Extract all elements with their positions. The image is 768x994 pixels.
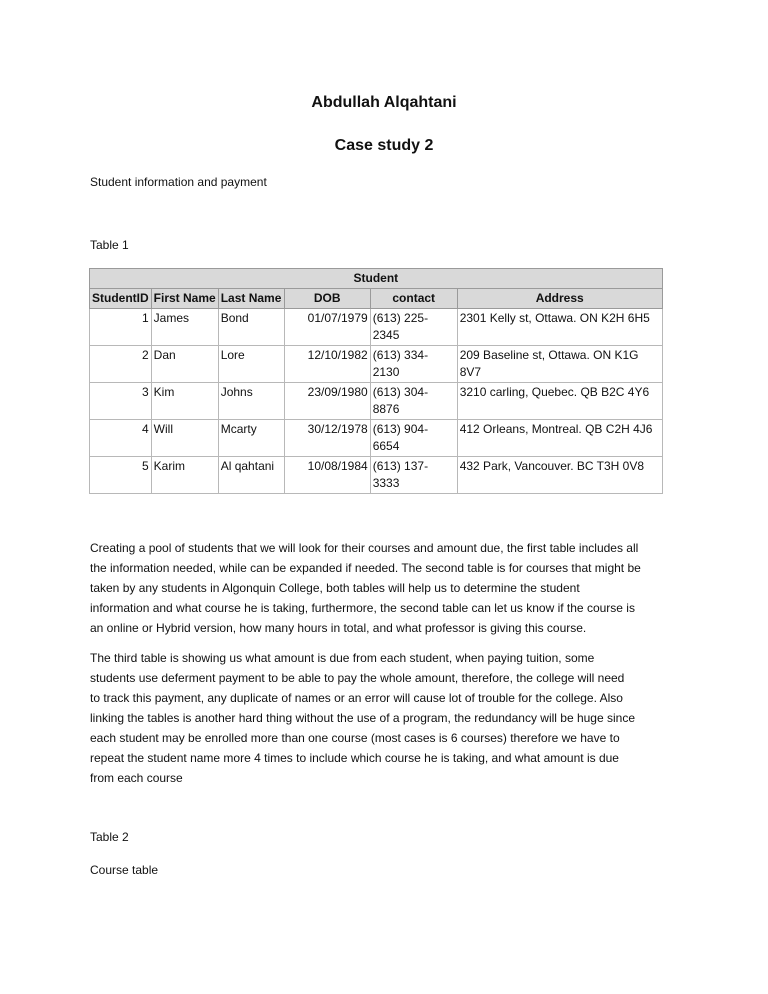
- col-header-last-name: Last Name: [218, 289, 284, 309]
- col-header-studentid: StudentID: [90, 289, 152, 309]
- paragraph2-line: students use deferment payment to be able to pay the whole amount, therefore, the college will need: [90, 671, 625, 685]
- cell-dob: 23/09/1980: [284, 383, 370, 420]
- col-header-dob: DOB: [284, 289, 370, 309]
- contact-line-2: 2345: [372, 328, 400, 342]
- table1-label: Table 1: [90, 238, 129, 252]
- cell-studentid: 5: [90, 457, 152, 494]
- student-table: [89, 268, 663, 494]
- intro-text: Student information and payment: [90, 175, 267, 189]
- table-row: [90, 420, 663, 457]
- paragraph2-line: linking the tables is another hard thing without the use of a program, the redundancy will be huge since: [90, 711, 636, 725]
- address-line-2: 8V7: [459, 365, 482, 379]
- cell-contact: [370, 309, 457, 346]
- contact-line-1: (613) 334-: [372, 348, 429, 362]
- address-line-1: 412 Orleans, Montreal. QB C2H 4J6: [459, 422, 653, 436]
- cell-first-name: Karim: [151, 457, 218, 494]
- table-header-row: [90, 289, 663, 309]
- cell-first-name: James: [151, 309, 218, 346]
- address-line-1: 3210 carling, Quebec. QB B2C 4Y6: [459, 385, 650, 399]
- cell-address: [457, 346, 662, 383]
- col-header-contact: contact: [370, 289, 457, 309]
- contact-line-2: 2130: [372, 365, 400, 379]
- cell-dob: 01/07/1979: [284, 309, 370, 346]
- cell-last-name: Al qahtani: [218, 457, 284, 494]
- paragraph2-line: from each course: [90, 771, 183, 785]
- cell-first-name: Kim: [151, 383, 218, 420]
- table2-caption: Course table: [90, 863, 159, 877]
- cell-last-name: Mcarty: [218, 420, 284, 457]
- contact-line-2: 6654: [372, 439, 400, 453]
- contact-line-1: (613) 904-: [372, 422, 429, 436]
- paragraph1-line: an online or Hybrid version, how many hours in total, and what professor is giving this course.: [90, 621, 587, 635]
- cell-last-name: Lore: [218, 346, 284, 383]
- paragraph2-line: repeat the student name more 4 times to include which course he is taking, and what amount is due: [90, 751, 619, 765]
- table-row: [90, 309, 663, 346]
- cell-contact: [370, 383, 457, 420]
- contact-line-1: (613) 137-: [372, 459, 429, 473]
- address-line-1: 209 Baseline st, Ottawa. ON K1G: [459, 348, 639, 362]
- col-header-first-name: First Name: [151, 289, 218, 309]
- case-study-title: Case study 2: [334, 137, 434, 154]
- contact-line-2: 3333: [372, 476, 400, 490]
- cell-studentid: 2: [90, 346, 152, 383]
- paragraph2-line: The third table is showing us what amount is due from each student, when paying tuition, some: [90, 651, 595, 665]
- author-heading: [0, 94, 768, 112]
- table-title: Student: [90, 269, 663, 289]
- cell-address: [457, 309, 662, 346]
- case-study-heading: [0, 137, 768, 155]
- address-line-1: 432 Park, Vancouver. BC T3H 0V8: [459, 459, 645, 473]
- cell-dob: 12/10/1982: [284, 346, 370, 383]
- author-name: Abdullah Alqahtani: [311, 94, 457, 111]
- paragraph1-line: taken by any students in Algonquin College, both tables will help us to determine the student: [90, 581, 580, 595]
- cell-address: [457, 457, 662, 494]
- paragraph1-line: information and what course he is taking, furthermore, the second table can let us know if the course is: [90, 601, 635, 615]
- cell-studentid: 3: [90, 383, 152, 420]
- table-row: [90, 457, 663, 494]
- cell-first-name: Dan: [151, 346, 218, 383]
- cell-dob: 10/08/1984: [284, 457, 370, 494]
- cell-first-name: Will: [151, 420, 218, 457]
- table-title-row: [90, 269, 663, 289]
- cell-studentid: 1: [90, 309, 152, 346]
- col-header-address: Address: [457, 289, 662, 309]
- cell-address: [457, 383, 662, 420]
- cell-contact: [370, 457, 457, 494]
- cell-address: [457, 420, 662, 457]
- paragraph2-line: to track this payment, any duplicate of names or an error will cause lot of trouble for the college. Also: [90, 691, 623, 705]
- paragraph1-line: the information needed, while can be expanded if needed. The second table is for courses that might be: [90, 561, 641, 575]
- cell-last-name: Bond: [218, 309, 284, 346]
- cell-contact: [370, 420, 457, 457]
- table2-label: Table 2: [90, 830, 129, 844]
- contact-line-1: (613) 225-: [372, 311, 429, 325]
- paragraph2-line: each student may be enrolled more than one course (most cases is 6 courses) therefore we have to: [90, 731, 620, 745]
- table-row: [90, 346, 663, 383]
- cell-studentid: 4: [90, 420, 152, 457]
- contact-line-1: (613) 304-: [372, 385, 429, 399]
- paragraph1-line: Creating a pool of students that we will look for their courses and amount due, the first table includes all: [90, 541, 639, 555]
- cell-last-name: Johns: [218, 383, 284, 420]
- cell-dob: 30/12/1978: [284, 420, 370, 457]
- table-row: [90, 383, 663, 420]
- contact-line-2: 8876: [372, 402, 400, 416]
- cell-contact: [370, 346, 457, 383]
- address-line-1: 2301 Kelly st, Ottawa. ON K2H 6H5: [459, 311, 650, 325]
